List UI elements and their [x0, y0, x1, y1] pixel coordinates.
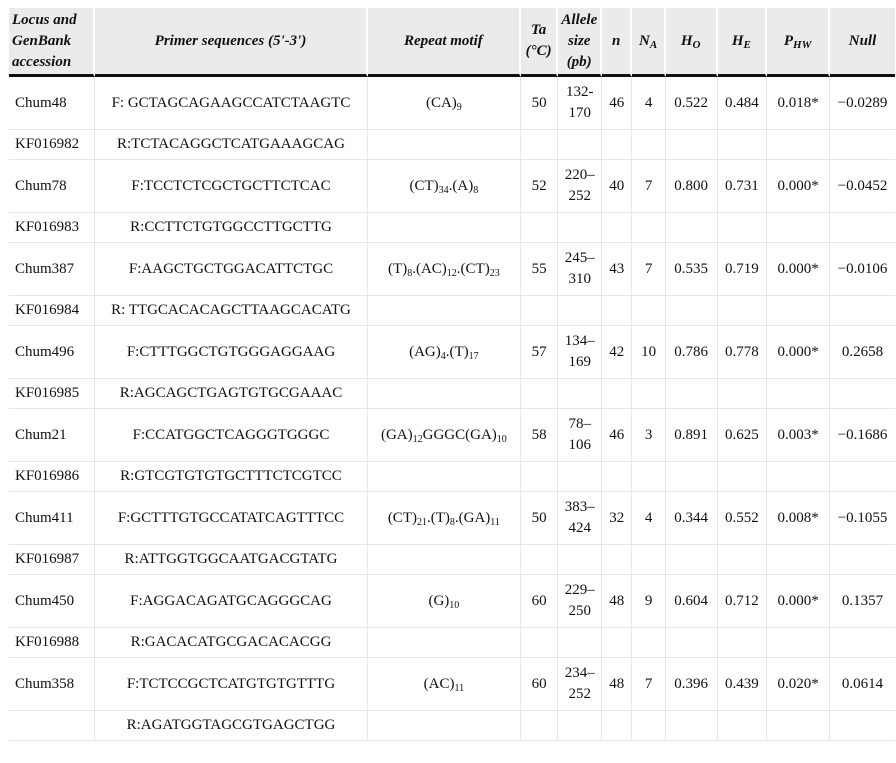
- cell-reverse-primer: R:CCTTCTGTGGCCTTGCTTG: [95, 213, 368, 243]
- table-row-reverse: [9, 296, 895, 326]
- table-row: [9, 326, 895, 379]
- cell-na: 9: [632, 575, 665, 628]
- cell-ta: 52: [521, 160, 559, 213]
- cell-empty: [632, 711, 665, 741]
- table-row: [9, 77, 895, 130]
- cell-accession: KF016982: [9, 130, 95, 160]
- cell-empty: [521, 462, 559, 492]
- cell-n: 32: [602, 492, 632, 545]
- cell-allele: 132-170: [558, 77, 602, 130]
- cell-n: 46: [602, 77, 632, 130]
- cell-phw: 0.020*: [767, 658, 830, 711]
- cell-empty: [521, 379, 559, 409]
- cell-empty: [666, 379, 718, 409]
- cell-null: −0.1055: [830, 492, 895, 545]
- cell-empty: [767, 545, 830, 575]
- header-primers: Primer sequences (5'-3'): [95, 8, 368, 77]
- cell-empty: [666, 628, 718, 658]
- cell-fwd: F: GCTAGCAGAAGCCATCTAAGTC: [95, 77, 368, 130]
- header-he-main: H: [731, 32, 744, 49]
- cell-empty: [521, 545, 559, 575]
- cell-phw: 0.018*: [767, 77, 830, 130]
- cell-he: 0.484: [718, 77, 768, 130]
- cell-empty: [767, 213, 830, 243]
- cell-allele: 134–169: [558, 326, 602, 379]
- cell-n: 46: [602, 409, 632, 462]
- cell-accession: KF016988: [9, 628, 95, 658]
- cell-empty: [602, 711, 632, 741]
- cell-na: 10: [632, 326, 665, 379]
- header-repeat: Repeat motif: [368, 8, 521, 77]
- cell-allele: 383–424: [558, 492, 602, 545]
- table-header: [9, 8, 895, 77]
- cell-empty: [521, 711, 559, 741]
- cell-empty: [830, 628, 895, 658]
- cell-empty: [368, 711, 521, 741]
- cell-ho: 0.786: [666, 326, 718, 379]
- table-row: [9, 243, 895, 296]
- cell-fwd: F:TCTCCGCTCATGTGTGTTTG: [95, 658, 368, 711]
- header-locus: Locus and GenBank accession: [9, 8, 95, 77]
- cell-empty: [632, 628, 665, 658]
- cell-locus: Chum78: [9, 160, 95, 213]
- cell-empty: [558, 462, 602, 492]
- cell-ho: 0.344: [666, 492, 718, 545]
- cell-empty: [521, 130, 559, 160]
- cell-allele: 234–252: [558, 658, 602, 711]
- cell-null: −0.0106: [830, 243, 895, 296]
- cell-he: 0.439: [718, 658, 768, 711]
- table-row: [9, 409, 895, 462]
- header-ho-sub: O: [692, 38, 701, 51]
- cell-empty: [830, 296, 895, 326]
- cell-he: 0.625: [718, 409, 768, 462]
- header-he: [718, 8, 768, 77]
- cell-phw: 0.003*: [767, 409, 830, 462]
- cell-null: 0.2658: [830, 326, 895, 379]
- cell-empty: [830, 462, 895, 492]
- table-row: [9, 160, 895, 213]
- cell-empty: [666, 711, 718, 741]
- cell-allele: 220–252: [558, 160, 602, 213]
- cell-repeat-motif: $(CT)_{21}.(T)_8.(GA)_{11}$: [368, 492, 521, 545]
- cell-reverse-primer: R: TTGCACACAGCTTAAGCACATG: [95, 296, 368, 326]
- cell-na: 7: [632, 658, 665, 711]
- cell-empty: [558, 213, 602, 243]
- cell-phw: 0.000*: [767, 160, 830, 213]
- cell-locus: Chum450: [9, 575, 95, 628]
- cell-empty: [602, 462, 632, 492]
- cell-he: 0.552: [718, 492, 768, 545]
- cell-ho: 0.535: [666, 243, 718, 296]
- cell-empty: [368, 296, 521, 326]
- cell-n: 48: [602, 575, 632, 628]
- header-na-sub: A: [649, 38, 658, 51]
- header-phw-sub: HW: [793, 38, 812, 51]
- table-row-reverse: [9, 213, 895, 243]
- cell-empty: [666, 213, 718, 243]
- cell-phw: 0.000*: [767, 575, 830, 628]
- cell-phw: 0.008*: [767, 492, 830, 545]
- cell-empty: [632, 296, 665, 326]
- cell-empty: [521, 296, 559, 326]
- cell-empty: [632, 130, 665, 160]
- cell-na: 4: [632, 492, 665, 545]
- cell-ho: 0.604: [666, 575, 718, 628]
- cell-reverse-primer: R:ATTGGTGGCAATGACGTATG: [95, 545, 368, 575]
- cell-empty: [718, 628, 768, 658]
- cell-empty: [368, 545, 521, 575]
- cell-empty: [718, 296, 768, 326]
- cell-empty: [602, 213, 632, 243]
- cell-empty: [830, 130, 895, 160]
- cell-empty: [558, 379, 602, 409]
- cell-empty: [558, 628, 602, 658]
- cell-empty: [558, 130, 602, 160]
- cell-n: 40: [602, 160, 632, 213]
- cell-reverse-primer: R:GACACATGCGACACACGG: [95, 628, 368, 658]
- cell-fwd: F:AAGCTGCTGGACATTCTGC: [95, 243, 368, 296]
- cell-empty: [521, 213, 559, 243]
- cell-ta: 60: [521, 658, 559, 711]
- cell-empty: [602, 545, 632, 575]
- table-row: [9, 575, 895, 628]
- cell-reverse-primer: R:TCTACAGGCTCATGAAAGCAG: [95, 130, 368, 160]
- cell-empty: [767, 711, 830, 741]
- table-row: [9, 492, 895, 545]
- cell-empty: [368, 462, 521, 492]
- cell-empty: [718, 545, 768, 575]
- table-row-reverse: [9, 130, 895, 160]
- cell-null: 0.0614: [830, 658, 895, 711]
- table-row-reverse: [9, 628, 895, 658]
- cell-repeat-motif: $(CT)_{34}.(A)_8$: [368, 160, 521, 213]
- header-null: Null: [830, 8, 895, 77]
- cell-repeat-motif: $(AG)_4.(T)_{17}$: [368, 326, 521, 379]
- cell-locus: Chum358: [9, 658, 95, 711]
- cell-null: 0.1357: [830, 575, 895, 628]
- cell-locus: Chum387: [9, 243, 95, 296]
- cell-repeat-motif: $(T)_8.(AC)_{12}.(CT)_{23}$: [368, 243, 521, 296]
- table-row-reverse: [9, 711, 895, 741]
- header-ta: Ta (°C): [521, 8, 559, 77]
- table-row-reverse: [9, 462, 895, 492]
- cell-empty: [767, 462, 830, 492]
- primer-table: [9, 8, 895, 741]
- cell-n: 42: [602, 326, 632, 379]
- cell-allele: 78–106: [558, 409, 602, 462]
- cell-fwd: F:TCCTCTCGCTGCTTCTCAC: [95, 160, 368, 213]
- cell-fwd: F:AGGACAGATGCAGGGCAG: [95, 575, 368, 628]
- cell-ho: 0.800: [666, 160, 718, 213]
- cell-fwd: F:CCATGGCTCAGGGTGGGC: [95, 409, 368, 462]
- cell-empty: [767, 296, 830, 326]
- cell-he: 0.731: [718, 160, 768, 213]
- cell-empty: [830, 213, 895, 243]
- cell-accession: KF016985: [9, 379, 95, 409]
- cell-ta: 58: [521, 409, 559, 462]
- cell-he: 0.778: [718, 326, 768, 379]
- cell-na: 7: [632, 243, 665, 296]
- header-allele-size: Allele size (pb): [558, 8, 602, 77]
- cell-ta: 57: [521, 326, 559, 379]
- cell-allele: 245–310: [558, 243, 602, 296]
- cell-empty: [767, 379, 830, 409]
- cell-empty: [830, 545, 895, 575]
- cell-ho: 0.522: [666, 77, 718, 130]
- cell-accession: KF016983: [9, 213, 95, 243]
- cell-reverse-primer: R:GTCGTGTGTGCTTTCTCGTCC: [95, 462, 368, 492]
- cell-empty: [558, 296, 602, 326]
- cell-empty: [718, 213, 768, 243]
- cell-na: 7: [632, 160, 665, 213]
- cell-empty: [666, 296, 718, 326]
- cell-ho: 0.891: [666, 409, 718, 462]
- cell-repeat-motif: $(AC)_{11}$: [368, 658, 521, 711]
- table-row-reverse: [9, 545, 895, 575]
- cell-repeat-motif: $(G)_{10}$: [368, 575, 521, 628]
- cell-empty: [602, 130, 632, 160]
- header-n: n: [602, 8, 632, 77]
- cell-null: −0.1686: [830, 409, 895, 462]
- cell-empty: [602, 379, 632, 409]
- cell-empty: [521, 628, 559, 658]
- cell-empty: [767, 130, 830, 160]
- cell-locus: Chum21: [9, 409, 95, 462]
- cell-fwd: F:GCTTTGTGCCATATCAGTTTCC: [95, 492, 368, 545]
- cell-empty: [767, 628, 830, 658]
- cell-repeat-motif: $(GA)_{12}GGGC(GA)_{10}$: [368, 409, 521, 462]
- cell-empty: [632, 379, 665, 409]
- cell-empty: [632, 213, 665, 243]
- cell-empty: [718, 379, 768, 409]
- cell-ta: 50: [521, 77, 559, 130]
- cell-empty: [718, 462, 768, 492]
- cell-repeat-motif: $(CA)_9$: [368, 77, 521, 130]
- cell-accession: KF016984: [9, 296, 95, 326]
- cell-reverse-primer: R:AGATGGTAGCGTGAGCTGG: [95, 711, 368, 741]
- header-phw: [767, 8, 830, 77]
- cell-ho: 0.396: [666, 658, 718, 711]
- cell-phw: 0.000*: [767, 243, 830, 296]
- cell-empty: [368, 628, 521, 658]
- cell-empty: [602, 296, 632, 326]
- cell-locus: Chum48: [9, 77, 95, 130]
- table-row: [9, 658, 895, 711]
- cell-empty: [718, 130, 768, 160]
- cell-null: −0.0452: [830, 160, 895, 213]
- header-na: [632, 8, 665, 77]
- cell-empty: [632, 462, 665, 492]
- header-ho-main: H: [680, 32, 693, 49]
- cell-ta: 60: [521, 575, 559, 628]
- cell-allele: 229–250: [558, 575, 602, 628]
- header-phw-main: P: [783, 32, 794, 49]
- cell-null: −0.0289: [830, 77, 895, 130]
- cell-accession: KF016987: [9, 545, 95, 575]
- cell-accession: KF016986: [9, 462, 95, 492]
- table-body: [9, 77, 895, 741]
- cell-ta: 50: [521, 492, 559, 545]
- cell-n: 48: [602, 658, 632, 711]
- cell-empty: [666, 545, 718, 575]
- cell-phw: 0.000*: [767, 326, 830, 379]
- cell-empty: [718, 711, 768, 741]
- cell-empty: [368, 213, 521, 243]
- header-na-main: N: [639, 32, 650, 49]
- cell-empty: [666, 462, 718, 492]
- cell-he: 0.712: [718, 575, 768, 628]
- table-row-reverse: [9, 379, 895, 409]
- cell-accession: [9, 711, 95, 741]
- cell-he: 0.719: [718, 243, 768, 296]
- cell-n: 43: [602, 243, 632, 296]
- cell-empty: [602, 628, 632, 658]
- cell-locus: Chum496: [9, 326, 95, 379]
- cell-empty: [666, 130, 718, 160]
- cell-fwd: F:CTTTGGCTGTGGGAGGAAG: [95, 326, 368, 379]
- cell-empty: [368, 130, 521, 160]
- header-he-sub: E: [743, 38, 751, 51]
- cell-empty: [368, 379, 521, 409]
- cell-locus: Chum411: [9, 492, 95, 545]
- cell-empty: [632, 545, 665, 575]
- cell-empty: [830, 379, 895, 409]
- cell-empty: [558, 545, 602, 575]
- cell-empty: [830, 711, 895, 741]
- cell-empty: [558, 711, 602, 741]
- cell-na: 3: [632, 409, 665, 462]
- header-ho: [666, 8, 718, 77]
- cell-reverse-primer: R:AGCAGCTGAGTGTGCGAAAC: [95, 379, 368, 409]
- cell-ta: 55: [521, 243, 559, 296]
- cell-na: 4: [632, 77, 665, 130]
